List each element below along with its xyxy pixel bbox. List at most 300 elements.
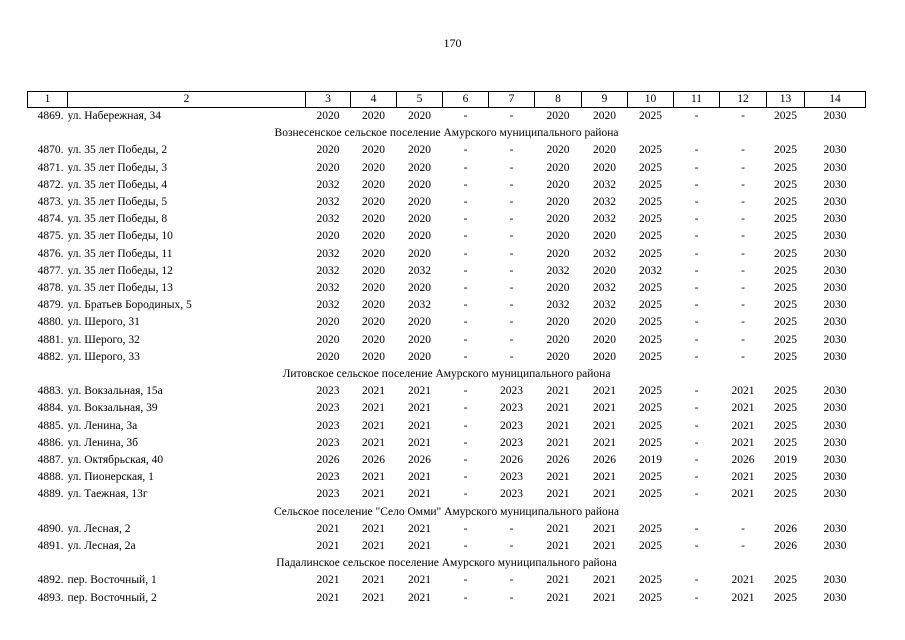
year-cell: 2021 bbox=[731, 419, 755, 432]
row-number: 4878. bbox=[37, 282, 64, 295]
year-cell: 2020 bbox=[362, 144, 385, 157]
year-cell: 2023 bbox=[500, 385, 523, 398]
year-cell: - bbox=[694, 196, 699, 209]
year-cell: - bbox=[694, 230, 699, 243]
year-cell: 2026 bbox=[316, 454, 340, 467]
year-cell: 2021 bbox=[362, 402, 385, 415]
table-row bbox=[28, 246, 866, 263]
year-cell: 2020 bbox=[546, 230, 570, 243]
year-cell: 2021 bbox=[546, 385, 570, 398]
year-cell: - bbox=[694, 419, 699, 432]
year-cell: - bbox=[741, 264, 745, 277]
table-row bbox=[28, 332, 866, 349]
address-cell: ул. Лесная, 2 bbox=[67, 522, 131, 535]
year-cell: 2021 bbox=[731, 574, 755, 587]
year-cell: - bbox=[694, 402, 699, 415]
table-row bbox=[28, 521, 866, 538]
year-cell: - bbox=[741, 522, 745, 535]
year-cell: 2021 bbox=[731, 385, 755, 398]
year-cell: 2023 bbox=[316, 419, 340, 432]
year-cell: 2020 bbox=[362, 316, 385, 329]
year-cell: 2021 bbox=[731, 591, 755, 604]
year-cell: 2025 bbox=[774, 299, 797, 312]
address-cell: ул. Пионерская, 1 bbox=[67, 471, 154, 484]
year-cell: 2021 bbox=[362, 385, 385, 398]
year-cell: - bbox=[694, 299, 699, 312]
year-cell: 2020 bbox=[408, 178, 431, 191]
table-row bbox=[28, 263, 866, 280]
year-cell: 2020 bbox=[593, 350, 616, 363]
year-cell: 2025 bbox=[774, 488, 797, 501]
year-cell: - bbox=[509, 522, 514, 535]
year-cell: - bbox=[741, 178, 745, 191]
year-cell: 2020 bbox=[408, 230, 431, 243]
table-row bbox=[28, 280, 866, 297]
year-cell: - bbox=[741, 196, 745, 209]
year-cell: - bbox=[741, 540, 745, 553]
address-cell: ул. Шерого, 33 bbox=[67, 350, 140, 363]
year-cell: - bbox=[463, 574, 468, 587]
year-cell: 2030 bbox=[823, 230, 847, 243]
table-row bbox=[28, 400, 866, 417]
year-cell: - bbox=[463, 591, 468, 604]
year-cell: 2020 bbox=[546, 161, 570, 174]
address-cell: ул. 35 лет Победы, 3 bbox=[67, 161, 168, 174]
year-cell: 2021 bbox=[593, 385, 616, 398]
address-cell: ул. Ленина, 3б bbox=[67, 436, 138, 449]
year-cell: - bbox=[694, 522, 699, 535]
year-cell: 2025 bbox=[639, 247, 662, 260]
year-cell: 2019 bbox=[639, 454, 662, 467]
year-cell: - bbox=[509, 299, 514, 312]
year-cell: - bbox=[463, 299, 468, 312]
year-cell: 2025 bbox=[639, 471, 662, 484]
year-cell: - bbox=[509, 591, 514, 604]
year-cell: - bbox=[463, 454, 468, 467]
column-header: 12 bbox=[720, 92, 767, 108]
year-cell: 2025 bbox=[639, 436, 662, 449]
year-cell: 2020 bbox=[316, 161, 340, 174]
address-cell: ул. Братьев Бородиных, 5 bbox=[67, 299, 192, 312]
year-cell: 2020 bbox=[362, 247, 385, 260]
year-cell: 2021 bbox=[362, 488, 385, 501]
year-cell: 2025 bbox=[774, 471, 797, 484]
table-row bbox=[28, 314, 866, 331]
year-cell: 2032 bbox=[593, 247, 616, 260]
section-title: Сельское поселение "Село Омми" Амурского муниципального района bbox=[273, 505, 620, 518]
row-number: 4880. bbox=[37, 316, 64, 329]
year-cell: 2025 bbox=[639, 419, 662, 432]
column-header: 10 bbox=[628, 92, 674, 108]
year-cell: 2021 bbox=[408, 488, 431, 501]
year-cell: 2020 bbox=[546, 178, 570, 191]
year-cell: - bbox=[694, 247, 699, 260]
table-row bbox=[28, 486, 866, 503]
year-cell: 2020 bbox=[362, 213, 385, 226]
year-cell: - bbox=[694, 540, 699, 553]
year-cell: 2030 bbox=[823, 574, 847, 587]
year-cell: - bbox=[741, 230, 745, 243]
table-row bbox=[28, 572, 866, 589]
table-row bbox=[28, 194, 866, 211]
year-cell: 2026 bbox=[362, 454, 385, 467]
section-heading-row bbox=[28, 504, 866, 521]
year-cell: 2030 bbox=[823, 316, 847, 329]
year-cell: 2021 bbox=[362, 574, 385, 587]
year-cell: 2023 bbox=[500, 471, 523, 484]
year-cell: 2032 bbox=[316, 213, 340, 226]
year-cell: 2032 bbox=[408, 264, 431, 277]
year-cell: 2030 bbox=[823, 110, 847, 122]
year-cell: 2025 bbox=[774, 110, 797, 122]
row-number: 4888. bbox=[37, 471, 64, 484]
address-cell: ул. Шерого, 32 bbox=[67, 333, 140, 346]
year-cell: - bbox=[463, 316, 468, 329]
row-number: 4889. bbox=[37, 488, 64, 501]
year-cell: 2025 bbox=[774, 591, 797, 604]
address-cell: ул. Лесная, 2а bbox=[67, 540, 136, 553]
year-cell: 2021 bbox=[593, 574, 616, 587]
year-cell: 2025 bbox=[774, 230, 797, 243]
year-cell: 2020 bbox=[362, 196, 385, 209]
year-cell: 2026 bbox=[774, 522, 797, 535]
register-table bbox=[27, 91, 866, 607]
year-cell: - bbox=[509, 161, 514, 174]
year-cell: 2021 bbox=[408, 402, 431, 415]
year-cell: 2025 bbox=[774, 385, 797, 398]
year-cell: 2030 bbox=[823, 522, 847, 535]
address-cell: ул. 35 лет Победы, 8 bbox=[67, 213, 168, 226]
year-cell: 2025 bbox=[639, 385, 662, 398]
section-heading-row bbox=[28, 366, 866, 383]
year-cell: - bbox=[694, 264, 699, 277]
row-number: 4877. bbox=[37, 264, 64, 277]
row-number: 4885. bbox=[37, 419, 64, 432]
year-cell: 2023 bbox=[316, 436, 340, 449]
year-cell: 2020 bbox=[593, 264, 616, 277]
year-cell: 2020 bbox=[593, 230, 616, 243]
year-cell: 2021 bbox=[408, 591, 431, 604]
year-cell: - bbox=[694, 161, 699, 174]
year-cell: 2021 bbox=[362, 436, 385, 449]
year-cell: 2030 bbox=[823, 454, 847, 467]
year-cell: - bbox=[463, 178, 468, 191]
year-cell: 2030 bbox=[823, 161, 847, 174]
year-cell: - bbox=[741, 144, 745, 157]
year-cell: - bbox=[741, 299, 745, 312]
year-cell: - bbox=[463, 196, 468, 209]
year-cell: - bbox=[509, 230, 514, 243]
year-cell: 2030 bbox=[823, 196, 847, 209]
address-cell: ул. 35 лет Победы, 12 bbox=[67, 264, 173, 277]
year-cell: 2019 bbox=[774, 454, 797, 467]
year-cell: 2020 bbox=[316, 350, 340, 363]
year-cell: 2021 bbox=[731, 471, 755, 484]
table-row bbox=[28, 228, 866, 245]
year-cell: 2021 bbox=[408, 385, 431, 398]
year-cell: - bbox=[509, 333, 514, 346]
year-cell: - bbox=[463, 385, 468, 398]
year-cell: 2020 bbox=[593, 316, 616, 329]
year-cell: - bbox=[741, 350, 745, 363]
year-cell: 2021 bbox=[408, 540, 431, 553]
year-cell: - bbox=[694, 574, 699, 587]
address-cell: ул. Октябрьская, 40 bbox=[67, 454, 164, 467]
year-cell: - bbox=[463, 230, 468, 243]
year-cell: 2020 bbox=[362, 264, 385, 277]
table-row bbox=[28, 469, 866, 486]
year-cell: - bbox=[509, 110, 514, 122]
year-cell: 2023 bbox=[316, 385, 340, 398]
row-number: 4882. bbox=[37, 350, 64, 363]
year-cell: - bbox=[509, 574, 514, 587]
year-cell: 2025 bbox=[774, 350, 797, 363]
year-cell: 2020 bbox=[362, 282, 385, 295]
year-cell: - bbox=[463, 350, 468, 363]
year-cell: 2025 bbox=[639, 574, 662, 587]
year-cell: 2030 bbox=[823, 591, 847, 604]
row-number: 4883. bbox=[37, 385, 64, 398]
year-cell: - bbox=[694, 471, 699, 484]
row-number: 4879. bbox=[37, 299, 64, 312]
year-cell: 2030 bbox=[823, 436, 847, 449]
year-cell: 2025 bbox=[639, 299, 662, 312]
address-cell: ул. 35 лет Победы, 11 bbox=[67, 247, 173, 260]
year-cell: - bbox=[741, 316, 745, 329]
year-cell: 2023 bbox=[316, 488, 340, 501]
year-cell: - bbox=[509, 196, 514, 209]
year-cell: - bbox=[694, 282, 699, 295]
year-cell: - bbox=[463, 522, 468, 535]
year-cell: 2021 bbox=[316, 540, 340, 553]
year-cell: - bbox=[694, 144, 699, 157]
column-header: 1 bbox=[28, 92, 68, 108]
column-header: 14 bbox=[805, 92, 866, 108]
row-number: 4876. bbox=[37, 247, 64, 260]
year-cell: 2020 bbox=[546, 213, 570, 226]
year-cell: 2020 bbox=[362, 110, 385, 122]
column-header: 9 bbox=[582, 92, 628, 108]
section-heading-row bbox=[28, 555, 866, 572]
year-cell: 2025 bbox=[774, 316, 797, 329]
year-cell: - bbox=[509, 178, 514, 191]
year-cell: - bbox=[509, 264, 514, 277]
year-cell: 2025 bbox=[639, 282, 662, 295]
header-row bbox=[28, 92, 866, 108]
row-number: 4875. bbox=[37, 230, 64, 243]
year-cell: 2032 bbox=[546, 299, 570, 312]
year-cell: 2020 bbox=[362, 333, 385, 346]
year-cell: 2030 bbox=[823, 402, 847, 415]
column-header: 3 bbox=[306, 92, 351, 108]
column-header: 11 bbox=[674, 92, 720, 108]
column-header: 7 bbox=[489, 92, 535, 108]
year-cell: - bbox=[741, 161, 745, 174]
year-cell: - bbox=[509, 540, 514, 553]
year-cell: 2021 bbox=[362, 419, 385, 432]
year-cell: 2020 bbox=[593, 144, 616, 157]
year-cell: - bbox=[694, 436, 699, 449]
row-number: 4892. bbox=[37, 574, 64, 587]
year-cell: 2030 bbox=[823, 333, 847, 346]
year-cell: - bbox=[509, 247, 514, 260]
column-header: 13 bbox=[767, 92, 805, 108]
year-cell: 2030 bbox=[823, 385, 847, 398]
year-cell: - bbox=[463, 161, 468, 174]
year-cell: 2025 bbox=[774, 574, 797, 587]
year-cell: - bbox=[463, 264, 468, 277]
address-cell: ул. Вокзальная, 39 bbox=[67, 402, 158, 415]
year-cell: - bbox=[509, 350, 514, 363]
year-cell: 2032 bbox=[408, 299, 431, 312]
year-cell: 2020 bbox=[362, 161, 385, 174]
year-cell: 2021 bbox=[593, 591, 616, 604]
year-cell: - bbox=[463, 402, 468, 415]
year-cell: 2021 bbox=[316, 591, 340, 604]
section-title: Литовское сельское поселение Амурского муниципального района bbox=[282, 368, 611, 381]
year-cell: 2032 bbox=[593, 178, 616, 191]
year-cell: - bbox=[463, 110, 468, 122]
year-cell: 2032 bbox=[593, 299, 616, 312]
year-cell: 2030 bbox=[823, 144, 847, 157]
year-cell: 2020 bbox=[408, 213, 431, 226]
year-cell: 2025 bbox=[639, 522, 662, 535]
year-cell: 2020 bbox=[408, 333, 431, 346]
year-cell: 2020 bbox=[546, 282, 570, 295]
year-cell: 2025 bbox=[639, 540, 662, 553]
year-cell: - bbox=[741, 213, 745, 226]
year-cell: 2030 bbox=[823, 350, 847, 363]
year-cell: - bbox=[463, 436, 468, 449]
year-cell: 2025 bbox=[639, 402, 662, 415]
year-cell: 2025 bbox=[774, 282, 797, 295]
year-cell: 2020 bbox=[408, 144, 431, 157]
address-cell: ул. 35 лет Победы, 5 bbox=[67, 196, 168, 209]
year-cell: 2021 bbox=[546, 591, 570, 604]
year-cell: 2020 bbox=[408, 161, 431, 174]
row-number: 4893. bbox=[37, 591, 64, 604]
year-cell: 2021 bbox=[546, 540, 570, 553]
year-cell: 2026 bbox=[731, 454, 755, 467]
year-cell: 2021 bbox=[362, 591, 385, 604]
table-row bbox=[28, 108, 866, 126]
year-cell: 2021 bbox=[546, 436, 570, 449]
year-cell: 2020 bbox=[316, 333, 340, 346]
year-cell: 2023 bbox=[500, 402, 523, 415]
year-cell: 2020 bbox=[546, 316, 570, 329]
row-number: 4874. bbox=[37, 213, 64, 226]
year-cell: 2032 bbox=[316, 178, 340, 191]
year-cell: 2025 bbox=[774, 333, 797, 346]
column-header: 4 bbox=[351, 92, 397, 108]
address-cell: ул. Таежная, 13г bbox=[67, 488, 148, 501]
year-cell: 2020 bbox=[546, 333, 570, 346]
year-cell: 2021 bbox=[362, 522, 385, 535]
year-cell: 2021 bbox=[593, 471, 616, 484]
year-cell: 2021 bbox=[546, 419, 570, 432]
year-cell: 2025 bbox=[639, 350, 662, 363]
address-cell: ул. 35 лет Победы, 13 bbox=[67, 282, 173, 295]
year-cell: 2025 bbox=[639, 488, 662, 501]
year-cell: 2020 bbox=[408, 282, 431, 295]
year-cell: 2020 bbox=[593, 333, 616, 346]
year-cell: 2021 bbox=[593, 522, 616, 535]
year-cell: 2021 bbox=[362, 540, 385, 553]
year-cell: - bbox=[694, 316, 699, 329]
row-number: 4869. bbox=[37, 110, 64, 122]
year-cell: 2026 bbox=[593, 454, 616, 467]
year-cell: 2025 bbox=[774, 419, 797, 432]
row-number: 4886. bbox=[37, 436, 64, 449]
year-cell: 2020 bbox=[316, 316, 340, 329]
table-row bbox=[28, 142, 866, 159]
year-cell: 2032 bbox=[316, 282, 340, 295]
year-cell: 2021 bbox=[408, 522, 431, 535]
year-cell: 2020 bbox=[408, 110, 431, 122]
table-row bbox=[28, 177, 866, 194]
row-number: 4890. bbox=[37, 522, 64, 535]
table-row bbox=[28, 538, 866, 555]
year-cell: 2025 bbox=[774, 402, 797, 415]
row-number: 4873. bbox=[37, 196, 64, 209]
year-cell: 2025 bbox=[639, 591, 662, 604]
year-cell: - bbox=[463, 144, 468, 157]
year-cell: 2032 bbox=[546, 264, 570, 277]
year-cell: - bbox=[694, 591, 699, 604]
table-body bbox=[28, 92, 866, 607]
row-number: 4872. bbox=[37, 178, 64, 191]
year-cell: - bbox=[463, 282, 468, 295]
year-cell: - bbox=[509, 282, 514, 295]
table-row bbox=[28, 383, 866, 400]
year-cell: 2020 bbox=[408, 350, 431, 363]
year-cell: - bbox=[463, 247, 468, 260]
year-cell: 2025 bbox=[639, 178, 662, 191]
year-cell: 2020 bbox=[362, 299, 385, 312]
year-cell: 2030 bbox=[823, 299, 847, 312]
year-cell: - bbox=[694, 385, 699, 398]
year-cell: 2020 bbox=[593, 110, 616, 122]
row-number: 4870. bbox=[37, 144, 64, 157]
year-cell: 2021 bbox=[546, 574, 570, 587]
year-cell: 2021 bbox=[731, 436, 755, 449]
year-cell: 2025 bbox=[774, 161, 797, 174]
year-cell: 2020 bbox=[546, 196, 570, 209]
year-cell: 2030 bbox=[823, 264, 847, 277]
year-cell: 2020 bbox=[316, 144, 340, 157]
year-cell: 2023 bbox=[500, 436, 523, 449]
year-cell: 2020 bbox=[316, 230, 340, 243]
year-cell: - bbox=[463, 419, 468, 432]
year-cell: 2032 bbox=[316, 299, 340, 312]
year-cell: 2021 bbox=[731, 488, 755, 501]
year-cell: 2021 bbox=[593, 488, 616, 501]
year-cell: - bbox=[694, 350, 699, 363]
year-cell: 2021 bbox=[362, 471, 385, 484]
table-row bbox=[28, 418, 866, 435]
year-cell: - bbox=[694, 110, 699, 122]
year-cell: 2026 bbox=[408, 454, 431, 467]
section-heading-row bbox=[28, 125, 866, 142]
section-title: Падалинское сельское поселение Амурского муниципального района bbox=[276, 557, 617, 570]
year-cell: - bbox=[463, 213, 468, 226]
column-header: 8 bbox=[535, 92, 582, 108]
page-number: 170 bbox=[443, 36, 462, 50]
year-cell: 2020 bbox=[408, 316, 431, 329]
year-cell: 2021 bbox=[316, 574, 340, 587]
year-cell: 2025 bbox=[774, 247, 797, 260]
year-cell: 2025 bbox=[639, 144, 662, 157]
